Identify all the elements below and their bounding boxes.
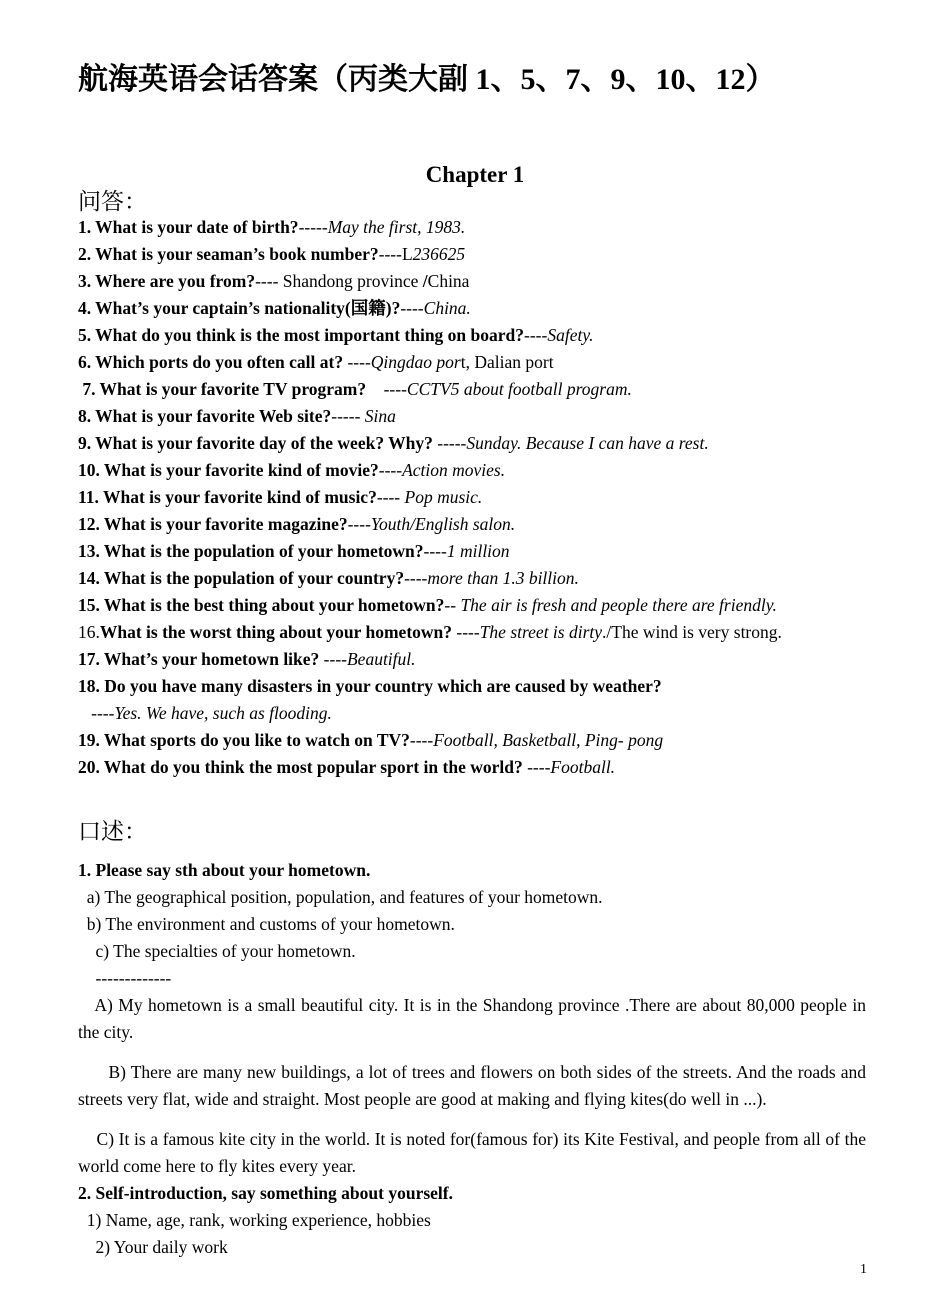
document-title: 航海英语会话答案（丙类大副 1、5、7、9、10、12） bbox=[78, 63, 776, 96]
qa-item-7: 7. What is your favorite TV program? ----CCTV5 about football program. bbox=[78, 379, 632, 399]
qa-section-heading: 问答： bbox=[78, 189, 147, 215]
qa-item-4: 4. What’s your captain’s nationality(国籍)?----China. bbox=[78, 298, 471, 318]
chapter-heading: Chapter 1 bbox=[425, 162, 525, 187]
oral-separator: ------------- bbox=[78, 968, 172, 988]
qa-item-16: 16.What is the worst thing about your hometown? ----The street is dirty./The wind is very strong. bbox=[78, 622, 782, 642]
oral-item-1a: a) The geographical position, population, and features of your hometown. bbox=[78, 887, 603, 907]
oral-answer-b: B) There are many new buildings, a lot of trees and flowers on both sides of the streets. And the roads and streets very flat, wide and straight. Most people are good at making and flying kites(do well in ...). bbox=[78, 1062, 871, 1109]
page-number: 1 bbox=[860, 1262, 867, 1277]
oral-item-1-title: 1. Please say sth about your hometown. bbox=[78, 860, 371, 880]
qa-item-6: 6. Which ports do you often call at? ----Qingdao port, Dalian port bbox=[78, 352, 554, 372]
qa-item-20: 20. What do you think the most popular sport in the world? ----Football. bbox=[78, 757, 616, 777]
oral-section bbox=[78, 857, 871, 1261]
qa-item-9: 9. What is your favorite day of the week? Why? -----Sunday. Because I can have a rest. bbox=[78, 433, 709, 453]
qa-item-14: 14. What is the population of your country?----more than 1.3 billion. bbox=[78, 568, 579, 588]
qa-item-10: 10. What is your favorite kind of movie?----Action movies. bbox=[78, 460, 506, 480]
oral-section-heading: 口述： bbox=[78, 819, 147, 845]
qa-item-5: 5. What do you think is the most important thing on board?----Safety. bbox=[78, 325, 594, 345]
qa-item-11: 11. What is your favorite kind of music?---- Pop music. bbox=[78, 487, 483, 507]
oral-item-2-2: 2) Your daily work bbox=[78, 1237, 228, 1257]
oral-answer-c: C) It is a famous kite city in the world. It is noted for(famous for) its Kite Festival, and people from all of the world come here to fly kites every year. bbox=[78, 1129, 871, 1176]
qa-item-3: 3. Where are you from?---- Shandong province /China bbox=[78, 271, 470, 291]
oral-item-2-1: 1) Name, age, rank, working experience, hobbies bbox=[78, 1210, 431, 1230]
qa-item-13: 13. What is the population of your hometown?----1 million bbox=[78, 541, 510, 561]
oral-item-1b: b) The environment and customs of your hometown. bbox=[78, 914, 455, 934]
oral-item-1c: c) The specialties of your hometown. bbox=[78, 941, 356, 961]
qa-item-19: 19. What sports do you like to watch on TV?----Football, Basketball, Ping- pong bbox=[78, 730, 664, 750]
qa-item-12: 12. What is your favorite magazine?----Youth/English salon. bbox=[78, 514, 516, 534]
oral-answer-a: A) My hometown is a small beautiful city. It is in the Shandong province .There are about 80,000 people in the city. bbox=[78, 995, 871, 1042]
qa-item-18: 18. Do you have many disasters in your country which are caused by weather? bbox=[78, 676, 662, 696]
qa-item-8: 8. What is your favorite Web site?----- Sina bbox=[78, 406, 396, 426]
qa-item-18-answer: ----Yes. We have, such as flooding. bbox=[78, 703, 332, 723]
qa-item-17: 17. What’s your hometown like? ----Beautiful. bbox=[78, 649, 416, 669]
qa-list bbox=[78, 214, 878, 781]
qa-item-15: 15. What is the best thing about your hometown?-- The air is fresh and people there are friendly. bbox=[78, 595, 777, 615]
qa-item-1: 1. What is your date of birth?-----May the first, 1983. bbox=[78, 217, 466, 237]
qa-item-2: 2. What is your seaman’s book number?----L236625 bbox=[78, 244, 466, 264]
oral-item-2-title: 2. Self-introduction, say something about yourself. bbox=[78, 1183, 453, 1203]
